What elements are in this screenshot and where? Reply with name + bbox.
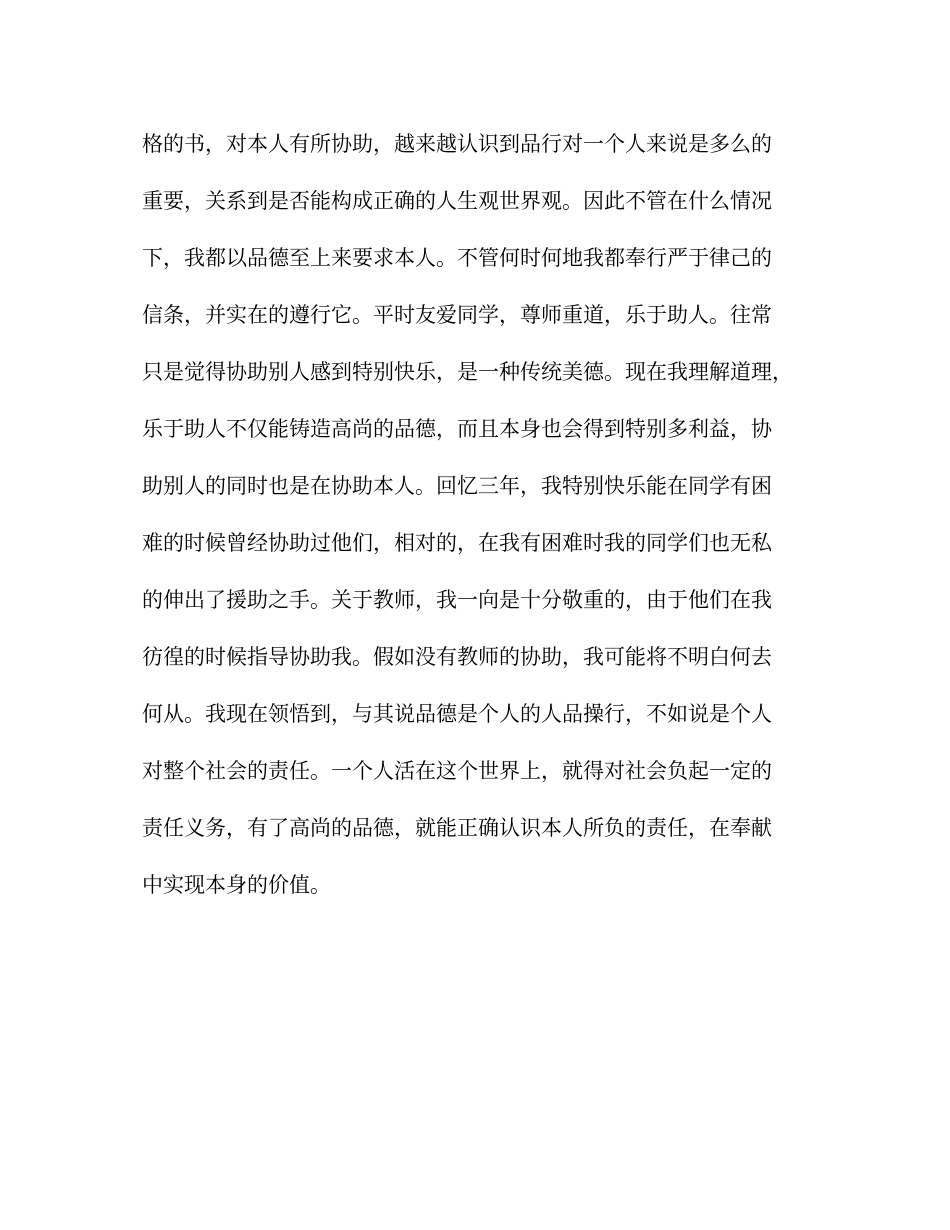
text-line-14: 中实现本身的价值。 (142, 873, 331, 897)
text-line-4: 信条，并实在的遵行它。平时友爱同学，尊师重道，乐于助人。往常 (142, 303, 772, 327)
body-text (142, 119, 822, 917)
text-line-5: 只是觉得协助别人感到特别快乐，是一种传统美德。现在我理解道理， (142, 360, 793, 384)
text-line-8: 难的时候曾经协助过他们，相对的，在我有困难时我的同学们也无私 (142, 531, 772, 555)
text-line-3: 下，我都以品德至上来要求本人。不管何时何地我都奉行严于律己的 (142, 246, 772, 270)
text-line-11: 何从。我现在领悟到，与其说品德是个人的人品操行，不如说是个人 (142, 702, 772, 726)
text-line-2: 重要，关系到是否能构成正确的人生观世界观。因此不管在什么情况 (142, 189, 772, 213)
text-line-1: 格的书，对本人有所协助，越来越认识到品行对一个人来说是多么的 (142, 132, 772, 156)
text-line-13: 责任义务，有了高尚的品德，就能正确认识本人所负的责任，在奉献 (142, 816, 772, 840)
text-line-10: 彷徨的时候指导协助我。假如没有教师的协助，我可能将不明白何去 (142, 645, 772, 669)
text-line-9: 的伸出了援助之手。关于教师，我一向是十分敬重的，由于他们在我 (142, 588, 772, 612)
text-line-6: 乐于助人不仅能铸造高尚的品德，而且本身也会得到特别多利益，协 (142, 417, 772, 441)
text-line-7: 助别人的同时也是在协助本人。回忆三年，我特别快乐能在同学有困 (142, 474, 772, 498)
text-line-12: 对整个社会的责任。一个人活在这个世界上，就得对社会负起一定的 (142, 759, 772, 783)
